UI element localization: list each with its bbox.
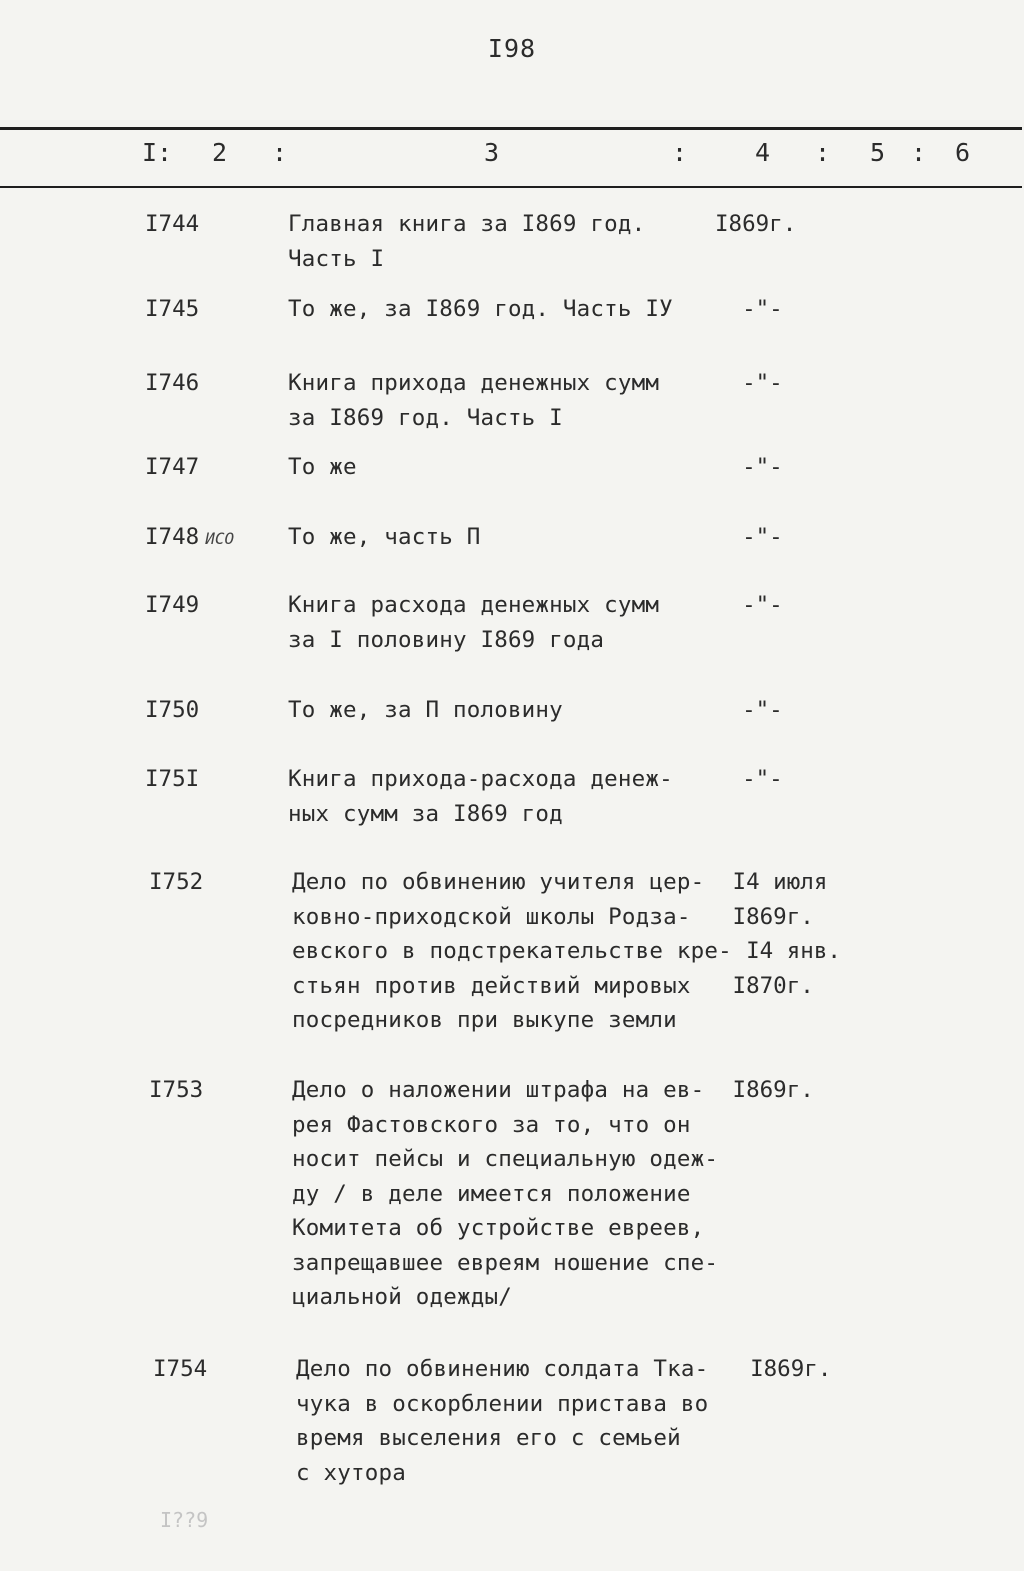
entry-title-line: Дело по обвинению солдата Тка- (296, 1356, 709, 1382)
entry-title (288, 366, 659, 435)
entry-title (292, 865, 732, 1038)
entry-title (288, 693, 563, 728)
column-header-2: 2 (212, 138, 228, 167)
entry-title-line: время выселения его с семьей (296, 1425, 681, 1451)
column-header-5: 5 (870, 138, 886, 167)
entry-date-line: I4 июля (719, 869, 828, 895)
entry-date-line: -"- (715, 592, 783, 618)
entry-date (715, 762, 783, 797)
entry-date-line: -"- (715, 296, 783, 322)
entry-number (145, 207, 199, 242)
entry-date (715, 520, 783, 555)
entry-number-text: I750 (145, 697, 200, 723)
entry-date-line: -"- (715, 454, 783, 480)
entry-date (715, 292, 783, 327)
entry-number-text: I746 (145, 370, 200, 396)
page-number: I98 (487, 34, 537, 63)
column-header-3: 3 (484, 138, 500, 167)
entry-title-line: Книга расхода денежных сумм (288, 592, 660, 618)
entry-title-line: посредников при выкупе земли (292, 1007, 677, 1033)
footer-smudge: I??9 (160, 1508, 209, 1532)
entry-number (145, 588, 199, 623)
entry-date (719, 865, 841, 1003)
entry-title-line: за I половину I869 года (288, 626, 605, 653)
entry-date (719, 1073, 814, 1108)
column-header-6: 6 (955, 138, 971, 167)
entry-title-line: Книга прихода денежных сумм (288, 370, 660, 396)
entry-title-line: Главная книга за I869 год. (288, 211, 646, 237)
entry-title-line: То же, за I869 год. Часть IУ (288, 296, 673, 322)
entry-title-line: То же, часть П (288, 524, 481, 550)
entry-date-line: I869г. (719, 1077, 814, 1103)
entry-number (145, 292, 199, 327)
column-separator: : (672, 138, 688, 167)
entry-number-text: I749 (145, 592, 200, 618)
entry-title-line: запрещавшее евреям ношение спе- (292, 1249, 719, 1276)
entry-title (288, 520, 480, 555)
entry-date (715, 366, 783, 401)
entry-number (145, 762, 199, 797)
entry-date-line: -"- (715, 370, 783, 396)
entry-number-text: I745 (145, 296, 200, 322)
handwritten-note: ИСО (205, 529, 235, 548)
entry-number-text: I75I (145, 766, 200, 792)
entry-title-line: за I869 год. Часть I (288, 404, 563, 431)
entry-number-text: I744 (145, 211, 200, 237)
header-rule-bottom (0, 186, 1022, 188)
entry-title-line: с хутора (296, 1459, 406, 1486)
entry-number (149, 865, 203, 900)
entry-number (145, 520, 234, 557)
column-header-1: I: (142, 138, 173, 167)
column-header-4: 4 (755, 138, 771, 167)
entry-title (296, 1352, 708, 1490)
entry-number (153, 1352, 207, 1387)
entry-number (145, 693, 199, 728)
entry-title-line: ных сумм за I869 год (288, 800, 563, 827)
entry-title-line: Книга прихода-расхода денеж- (288, 766, 673, 792)
entry-date-line: I869г. (723, 1356, 832, 1382)
entry-title-line: ковно-приходской школы Родза- (292, 903, 691, 930)
entry-date-line: -"- (715, 524, 783, 550)
entry-title-line: ду / в деле имеется положение (292, 1180, 691, 1207)
entry-title (288, 588, 659, 657)
entry-title (292, 1073, 718, 1315)
entry-date-line: I869г. (719, 903, 814, 930)
column-separator: : (272, 138, 288, 167)
entry-date-line: I870г. (719, 972, 814, 999)
entry-date-line: -"- (715, 697, 783, 723)
entry-number (149, 1073, 203, 1108)
entry-date (715, 693, 783, 728)
column-separator: : (911, 138, 927, 167)
entry-title (288, 207, 645, 276)
entry-title-line: Часть I (288, 245, 385, 272)
entry-date-line: I4 янв. (719, 938, 841, 964)
column-separator: : (815, 138, 831, 167)
entry-title-line: Комитета об устройстве евреев, (292, 1215, 705, 1241)
entry-title-line: Дело по обвинению учителя цер- (292, 869, 705, 895)
entry-title-line: чука в оскорблении пристава во (296, 1390, 709, 1417)
entry-number-text: I754 (153, 1356, 208, 1382)
entry-date-line: -"- (715, 766, 783, 792)
entry-title (288, 292, 673, 327)
entry-number-text: I748 (145, 524, 200, 550)
entry-title (288, 762, 673, 831)
entry-date (723, 1352, 831, 1387)
entry-title-line: носит пейсы и специальную одеж- (292, 1146, 719, 1172)
entry-number-text: I747 (145, 454, 200, 480)
entry-title (288, 450, 357, 485)
entry-title-line: стьян против действий мировых (292, 972, 691, 999)
header-rule-top (0, 127, 1022, 130)
entry-number (145, 450, 199, 485)
entry-date-line: I869г. (715, 211, 797, 237)
entry-title-line: рея Фастовского за то, что он (292, 1111, 691, 1138)
entry-number (145, 366, 199, 401)
entry-title-line: То же, за П половину (288, 697, 563, 723)
entry-number-text: I752 (149, 869, 204, 895)
entry-title-line: евского в подстрекательстве кре- (292, 938, 732, 964)
entry-date (715, 588, 783, 623)
entry-title-line: циальной одежды/ (292, 1284, 512, 1310)
entry-date (715, 207, 796, 242)
entry-number-text: I753 (149, 1077, 204, 1103)
entry-date (715, 450, 783, 485)
entry-title-line: Дело о наложении штрафа на ев- (292, 1077, 705, 1103)
entry-title-line: То же (288, 454, 357, 480)
